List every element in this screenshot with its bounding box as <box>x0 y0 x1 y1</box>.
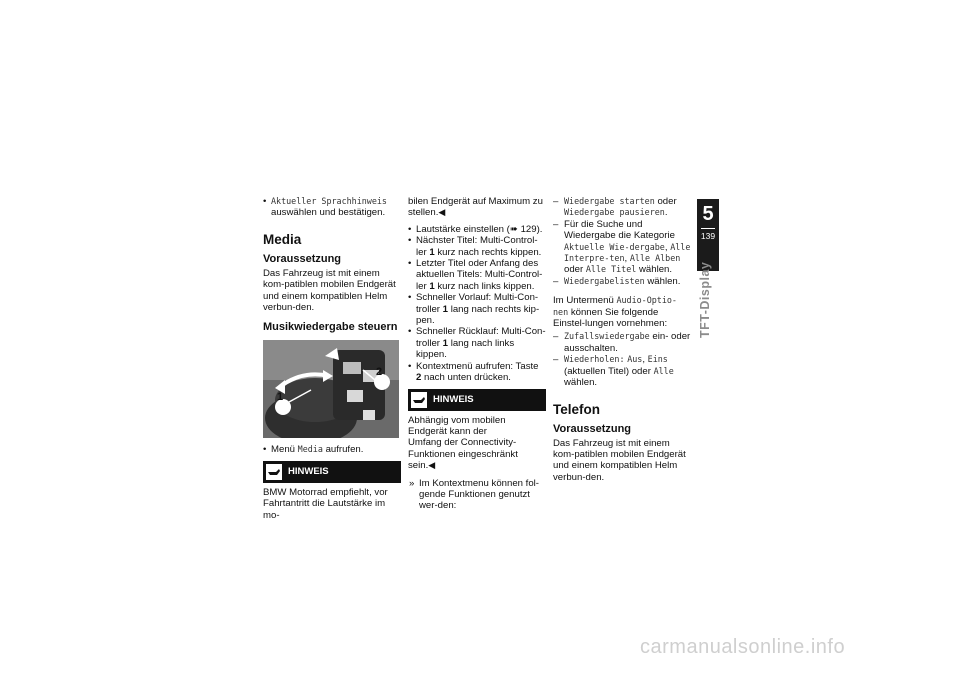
page-number: 139 <box>700 231 716 241</box>
note-text-2: Abhängig vom mobilen Endgerät kann der Umfang der Connectivity-Funktionen eingeschränkt sein.◀ <box>408 414 518 472</box>
heading-telefon: Telefon <box>553 401 600 417</box>
column-1 <box>263 196 401 527</box>
vertical-section-title: TFT-Display <box>698 261 712 338</box>
dash-repeat: – Wiederholen: Aus, Eins (aktuellen Titel) oder Alle wählen. <box>553 354 691 388</box>
heading-media: Media <box>263 231 302 247</box>
dash-category: – Für die Suche und Wiedergabe die Kategorie Aktuelle Wie-dergabe, Alle Interpre-ten, Alle Alben oder Alle Titel wählen. <box>553 219 691 276</box>
heading-voraussetzung: Voraussetzung <box>263 252 342 265</box>
page-ref-arrow-icon: ➠ <box>509 223 518 235</box>
bullet-rewind: • Schneller Rücklauf: Multi-Con-troller 1 lang nach links kippen. <box>408 326 546 360</box>
photo-label-2: 2 <box>376 366 383 378</box>
note-text-1: BMW Motorrad empfiehlt, vor Fahrtantritt die Lautstärke im mo- <box>263 486 388 521</box>
arrow-context-functions: » Im Kontextmenu können fol-gende Funktionen genutzt wer-den: <box>408 478 546 512</box>
hinweis-box-2: HINWEIS <box>408 389 546 411</box>
paragraph-submenu: Im Untermenü Audio-Optio-nen können Sie folgende Einstel-lungen vornehmen: <box>553 295 677 330</box>
end-mark-icon: ◀ <box>428 460 436 471</box>
bullet-context-menu: • Kontextmenü aufrufen: Taste 2 nach unten drücken. <box>408 361 546 384</box>
chapter-divider <box>701 228 715 229</box>
heading-voraussetzung-telefon: Voraussetzung <box>553 422 632 435</box>
heading-musikwiedergabe: Musikwiedergabe steuern <box>263 321 398 334</box>
end-mark-icon: ◀ <box>438 207 446 218</box>
watermark: carmanualsonline.info <box>640 636 846 658</box>
bullet-volume: • Lautstärke einstellen (➠ 129). <box>408 224 546 235</box>
note-hand-icon <box>411 392 427 408</box>
code-aktueller-sprachhinweis: Aktueller Sprachhinweis <box>271 196 387 206</box>
chapter-tab <box>697 199 719 271</box>
column-3 <box>553 196 691 489</box>
bullet-open-media: • Menü Media aufrufen. <box>263 444 401 455</box>
code-media: Media <box>297 444 323 455</box>
dash-shuffle: – Zufallswiedergabe ein- oder ausschalten. <box>553 331 691 354</box>
note-hand-icon <box>266 464 282 480</box>
hinweis-box-1: HINWEIS <box>263 461 401 483</box>
chapter-number: 5 <box>702 203 714 225</box>
paragraph-voraussetzung: Das Fahrzeug ist mit einem kom-patiblen mobilen Endgerät und einem kompatiblen Helm verbun-den. <box>263 267 396 314</box>
photo-label-1: 1 <box>277 391 284 403</box>
note-continuation: bilen Endgerät auf Maximum zu stellen.◀ <box>408 196 543 219</box>
column-2 <box>408 196 546 516</box>
bullet-last-title: • Letzter Titel oder Anfang des aktuellen Titels: Multi-Control-ler 1 kurz nach links kippen. <box>408 258 546 292</box>
paragraph-voraussetzung-telefon: Das Fahrzeug ist mit einem kom-patiblen mobilen Endgerät und einem kompatiblen Helm verbun-den. <box>553 437 686 483</box>
dash-playlists: – Wiedergabelisten wählen. <box>553 276 691 287</box>
dash-play-pause: – Wiedergabe starten oder Wiedergabe pausieren. <box>553 196 691 219</box>
bullet-fast-forward: • Schneller Vorlauf: Multi-Con-troller 1 lang nach rechts kip-pen. <box>408 292 546 326</box>
bullet-next-title: • Nächster Titel: Multi-Control-ler 1 kurz nach rechts kippen. <box>408 235 546 258</box>
handlebar-controller-photo <box>263 340 399 438</box>
bullet-select-voice-hint: • Aktueller Sprachhinweis auswählen und bestätigen. <box>263 196 401 219</box>
